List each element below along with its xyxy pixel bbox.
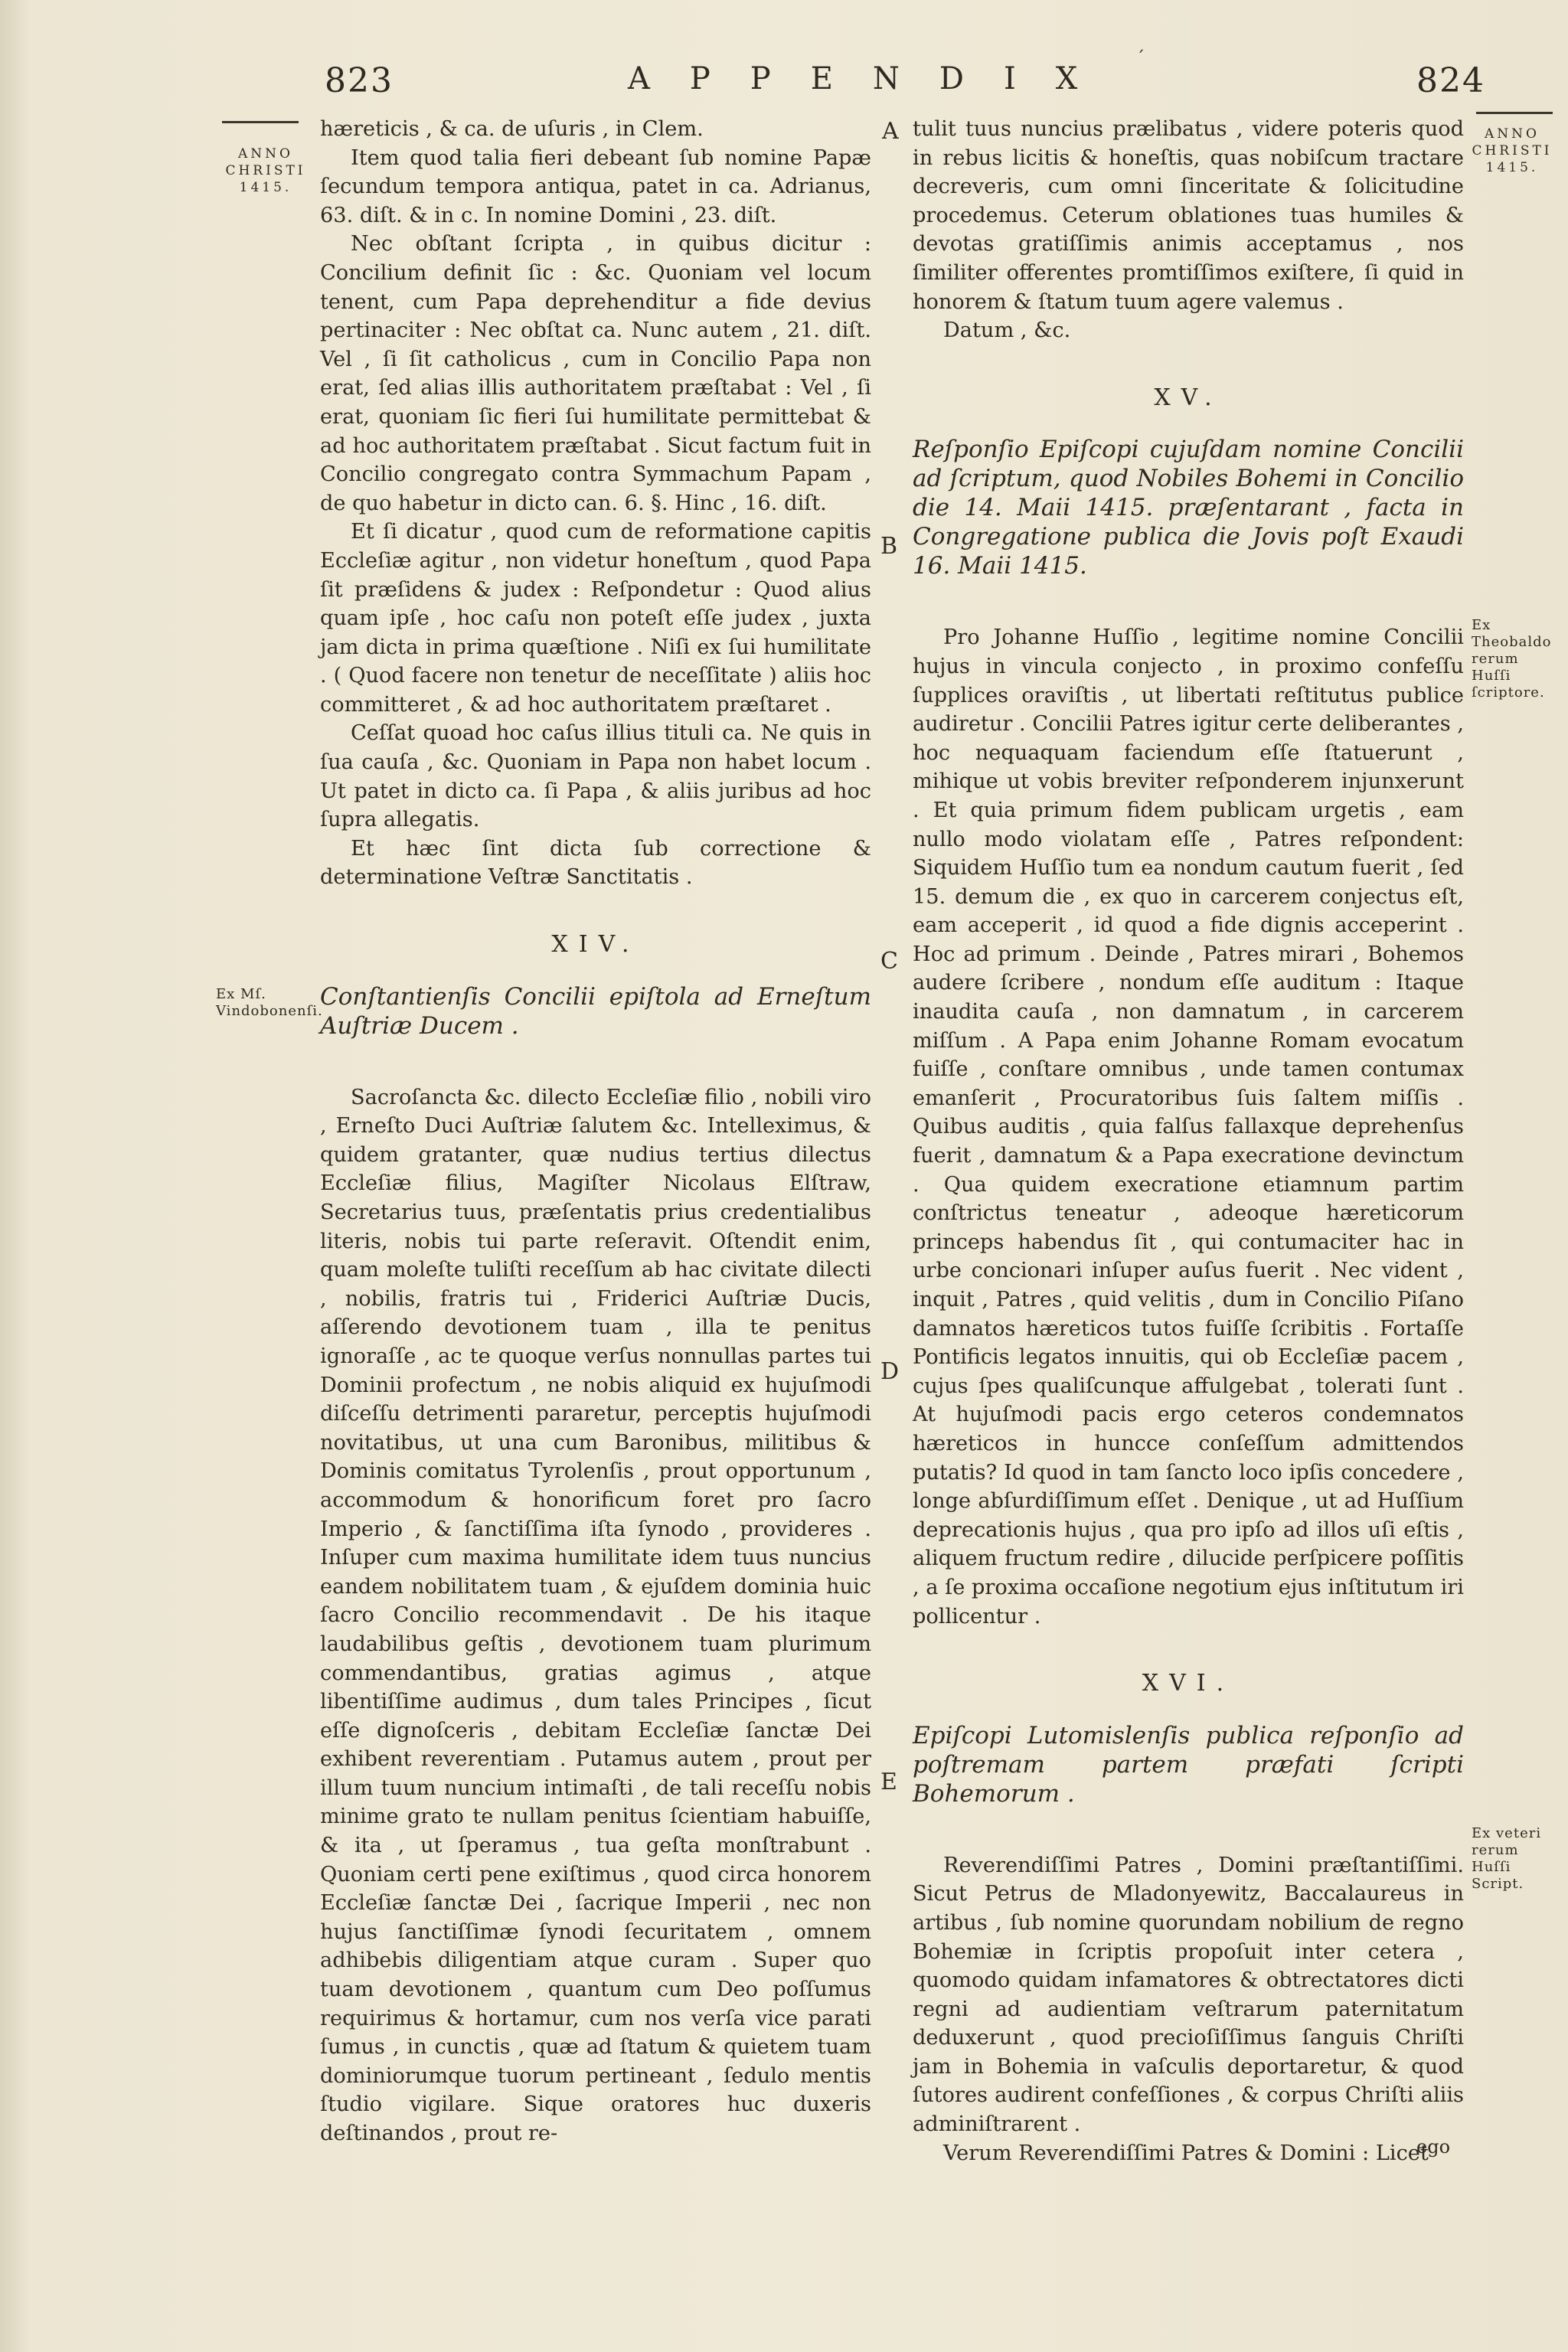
right-paragraph-1: tulit tuus nuncius prælibatus , videre poteris quod in rebus licitis & honeſtis, quas nobiſcum tractare decreveris, cum omni ſinceritate & ſolicitudine procedemus. Ceterum oblationes tuas humiles & devotas gratiſſimis animis acceptamus , nos ſimiliter offerentes promtiſſimos exiſtere, ſi quid in honorem & ſtatum tuum agere valemus .: [913, 117, 1464, 314]
margin-source-xv: Ex Theobaldo rerum Huſſi ſcriptore.: [1472, 617, 1552, 701]
margin-source-xvi: Ex veteri rerum Huſſi Script.: [1472, 1825, 1542, 1892]
section-title-xv: Reſponſio Epiſcopi cujuſdam nomine Concilii ad ſcriptum, quod Nobiles Bohemi in Concilio die 14. Maii 1415. præſentarant , facta in Congregatione publica die Jovis poſt Exaudi 16. Maii 1415.: [913, 436, 1464, 580]
right-paragraph-5: Verum Reverendiſſimi Patres & Domini : Licet: [943, 2141, 1429, 2165]
running-head: APPENDIX: [628, 61, 1118, 96]
page-header: [306, 61, 1485, 107]
right-paragraph-4: Reverendiſſimi Patres , Domini præſtantiſſimi. Sicut Petrus de Mladonyewitz, Baccalaureus in artibus , ſub nomine quorundam nobilium de regno Bohemiæ in ſcriptis propoſuit inter cetera , quomodo quidam infamatores & obtrectatores dicti regni ad audientiam veſtrarum paternitatum deduxerunt , quod precioſiſſimus ſanguis Chriſti jam in Bohemia in vaſculis deportaretur, & quod ſutores audirent confeſſiones , & corpus Chriſti aliis adminiſtrarent .: [913, 1853, 1464, 2137]
left-paragraph-7: Sacroſancta &c. dilecto Eccleſiæ filio , nobili viro , Erneſto Duci Auſtriæ ſalutem &c. Intelleximus, & quidem gratanter, quæ nudius tertius dilectus Eccleſiæ filius, Magiſter Nicolaus Elſtraw, Secretarius tuus, præſentatis prius credentialibus literis, nobis tui parte reſeravit. Oſtendit enim, quam moleſte tuliſti receſſum ab hac civitate dilecti , nobilis, fratris tui , Friderici Auſtriæ Ducis, aſſerendo devotionem tuam , illa te penitus ignoraſſe , ac te quoque verſus nonnullas partes tui Dominii profectum , ne nobis aliquid ex hujuſmodi diſceſſu detrimenti pararetur, perceptis hujuſmodi novitatibus, ut una cum Baronibus, militibus & Dominis comitatus Tyrolenſis , prout opportunum , accommodum & honorificum foret pro ſacro Imperio , & ſanctiſſima iſta ſynodo , provideres . Inſuper cum maxima humilitate idem tuus nuncius eandem nobilitatem tuam , & ejuſdem dominia huic ſacro Concilio recommendavit . De his itaque laudabilibus geſtis , devotionem tuam plurimum commendantibus, gratias agimus , atque libentiſſime audimus , dum tales Principes , ſicut eſſe dignoſceris , debitam Eccleſiæ ſanctæ Dei exhibent reverentiam . Putamus autem , prout per illum tuum nuncium intimaſti , de tali receſſu nobis minime grato te nullam penitus ſcientiam habuiſſe, & ita , ut ſperamus , tua geſta monſtrabunt . Quoniam certi pene exiſtimus , quod circa honorem Eccleſiæ ſanctæ Dei , ſacrique Imperii , nec non hujus ſanctiſſimæ ſynodi ſecuritatem , omnem adhibebis diligentiam atque curam . Super quo tuam devotionem , quantum cum Deo poſſumus requirimus & hortamur, cum nos verſa vice parati ſumus , in cunctis , quæ ad ſtatum & quietem tuam dominiorumque tuorum pertineant , ſedulo mentis ſtudio vigilare. Sique oratores huc duxeris deſtinandos , prout re-: [320, 1085, 871, 2145]
margin-year-right: ANNO CHRISTI 1415.: [1472, 126, 1553, 175]
left-paragraph-4: Et ſi dicatur , quod cum de reformatione capitis Eccleſiæ agitur , non videtur honeſtum , quod Papa ſit præſidens & judex : Reſpondetur : Quod alius quam ipſe , hoc caſu non poteſt eſſe judex , juxta jam dicta in prima quæſtione . Niſi ex ſui humilitate . ( Quod facere non tenetur de neceſſitate ) aliis hoc committeret , & ad hoc authoritatem præſtaret .: [320, 520, 871, 717]
page-number-right: 824: [1416, 61, 1485, 100]
section-letter-a: A: [882, 118, 899, 145]
right-column: [913, 115, 1464, 2167]
margin-rule-right: [1476, 112, 1553, 114]
section-letter-c: C: [880, 948, 898, 975]
margin-source-xiv: Ex Mſ. Vindobonenſi.: [216, 986, 323, 1019]
section-letter-b: B: [880, 533, 898, 560]
section-letter-d: D: [880, 1358, 900, 1385]
margin-year-left: ANNO CHRISTI 1415.: [225, 146, 306, 195]
section-title-xiv: Conſtantienſis Concilii epiſtola ad Erneſtum Auſtriæ Ducem .: [320, 982, 871, 1040]
ink-mark: ˊ: [1136, 49, 1145, 68]
left-paragraph-6: Et hæc ſint dicta ſub correctione & determinatione Veſtræ Sanctitatis .: [320, 836, 871, 890]
left-paragraph-1: hæreticis , & ca. de uſuris , in Clem.: [320, 117, 704, 141]
section-letter-e: E: [880, 1769, 897, 1795]
left-column: [320, 115, 871, 2148]
catchword: ego: [1416, 2136, 1451, 2158]
left-paragraph-5: Ceſſat quoad hoc caſus illius tituli ca. Ne quis in ſua cauſa , &c. Quoniam in Papa non habet locum . Ut patet in dicto ca. ſi Papa , & aliis juribus ad hoc ſupra allegatis.: [320, 721, 871, 832]
left-paragraph-3: Nec obſtant ſcripta , in quibus dicitur : Concilium definit ſic : &c. Quoniam vel locum tenent, cum Papa deprehenditur a fide devius pertinaciter : Nec obſtat ca. Nunc autem , 21. diſt. Vel , ſi ſit catholicus , cum in Concilio Papa non erat, ſed alias illis authoritatem præſtabat : Vel , ſi erat, quoniam ſic fieri ſui humilitate permittebat & ad hoc authoritatem præſtabat . Sicut factum fuit in Concilio congregato contra Symmachum Papam , de quo habetur in dicto can. 6. §. Hinc , 16. diſt.: [320, 232, 871, 515]
section-heading-xiv: XIV.: [551, 931, 640, 959]
section-heading-xvi: XVI.: [1142, 1670, 1235, 1697]
section-heading-xv: XV.: [1154, 384, 1223, 411]
right-paragraph-3: Pro Johanne Huſſio , legitime nomine Concilii hujus in vincula conjecto , in proximo confeſſu ſupplices oraviſtis , ut libertati reſtitutus publice audiretur . Concilii Patres igitur certe deliberantes , hoc nequaquam faciendum eſſe ſtatuerunt , mihique ut vobis breviter reſponderem injunxerunt . Et quia primum fidem publicam urgetis , eam nullo modo violatam eſſe , Patres reſpondent: Siquidem Huſſio tum ea nondum cautum fuerit , ſed 15. demum die , ex quo in carcerem conjectus eſt, eam acceperit , id quod a fide dignis acceperint . Hoc ad primum . Deinde , Patres mirari , Bohemos audere ſcribere , nondum eſſe auditum : Itaque inaudita cauſa , non damnatum , in carcerem miſſum . A Papa enim Johanne Romam evocatum fuiſſe , conſtare omnibus , unde tamen contumax emanſerit , Procuratoribus ſuis ſaltem miſſis . Quibus auditis , quia falſus fallaxque deprehenſus fuerit , damnatum & a Papa execratione devinctum . Qua quidem execratione etiamnum partim conſtrictus teneatur , adeoque hæreticorum princeps habendus ſit , qui contumaciter hac in urbe concionari inſuper auſus fuerit . Nec vident , inquit , Patres , quid velitis , dum in Concilio Piſano damnatos hæreticos tutos fuiſſe ſcribitis . Fortaſſe Pontificis legatos innuitis, qui ob Eccleſiæ pacem , cujus ſpes qualiſcunque affulgebat , tolerati ſunt . At hujuſmodi pacis ergo ceteros condemnatos hæreticos in huncce conſeſſum admittendos putatis? Id quod in tam ſancto loco ipſis concedere , longe abſurdiſſimum eſſet . Denique , ut ad Huſſium deprecationis hujus , qua pro ipſo ad illos uſi eſtis , aliquem fructum redire , dilucide perſpicere poſſitis , a ſe proxima occaſione negotium ejus inſtitutum iri pollicentur .: [913, 626, 1464, 1628]
section-title-xvi: Epiſcopi Lutomislenſis publica reſponſio ad poſtremam partem præfati ſcripti Bohemorum .: [913, 1721, 1464, 1808]
page-number-left: 823: [325, 61, 394, 100]
left-paragraph-2: Item quod talia fieri debeant ſub nomine Papæ ſecundum tempora antiqua, patet in ca. Adrianus, 63. diſt. & in c. In nomine Domini , 23. diſt.: [320, 145, 871, 227]
right-paragraph-2: Datum , &c.: [943, 318, 1071, 343]
margin-rule-left: [222, 121, 299, 123]
